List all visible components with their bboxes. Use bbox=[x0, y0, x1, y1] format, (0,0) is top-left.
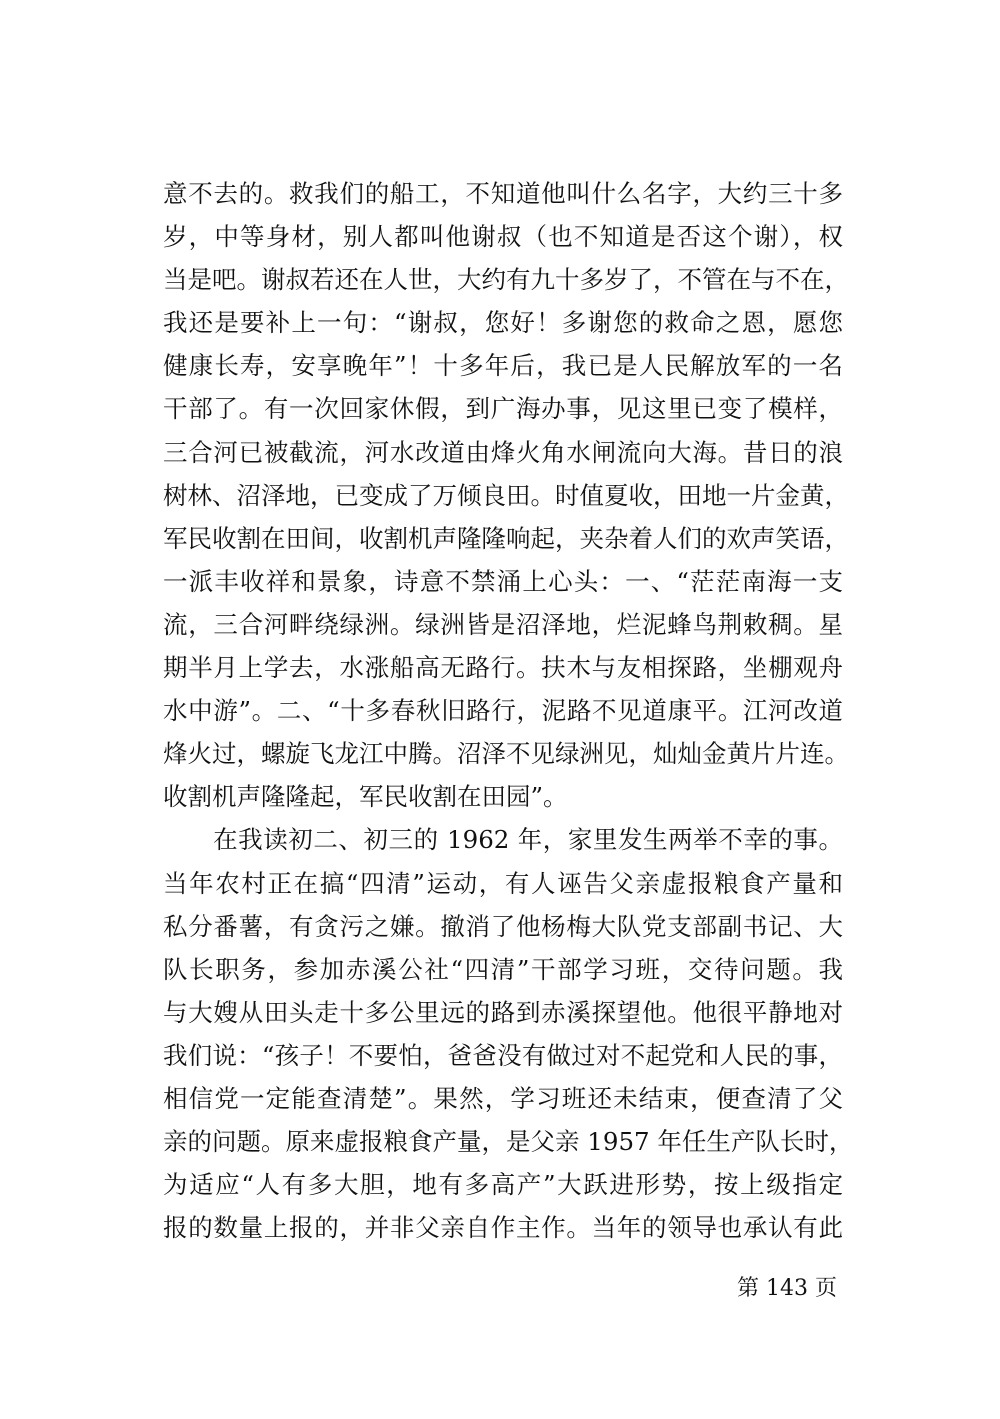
text-line: 三合河已被截流，河水改道由烽火角水闸流向大海。昔日的浪 bbox=[163, 437, 843, 467]
text-line: 一派丰收祥和景象，诗意不禁涌上心头：一、“茫茫南海一支 bbox=[163, 566, 843, 596]
text-line: 岁，中等身材，别人都叫他谢叔（也不知道是否这个谢），权 bbox=[163, 222, 843, 252]
text-line: 意不去的。救我们的船工，不知道他叫什么名字，大约三十多 bbox=[163, 179, 843, 208]
text-line: 相信党一定能查清楚”。果然，学习班还未结束，便查清了父 bbox=[163, 1083, 843, 1113]
text-line: 与大嫂从田头走十多公里远的路到赤溪探望他。他很平静地对 bbox=[163, 997, 843, 1027]
page-number: 第 143 页 bbox=[737, 1276, 837, 1301]
text-line: 树林、沼泽地，已变成了万倾良田。时值夏收，田地一片金黄， bbox=[163, 480, 849, 510]
text-line: 当年农村正在搞“四清”运动，有人诬告父亲虚报粮食产量和 bbox=[163, 868, 843, 898]
text-line: 干部了。有一次回家休假，到广海办事，见这里已变了模样， bbox=[163, 394, 843, 424]
text-line: 烽火过，螺旋飞龙江中腾。沼泽不见绿洲见，灿灿金黄片片连。 bbox=[163, 739, 849, 769]
text-line: 报的数量上报的，并非父亲自作主作。当年的领导也承认有此 bbox=[163, 1213, 843, 1243]
text-line: 为适应“人有多大胆，地有多高产”大跃进形势，按上级指定 bbox=[163, 1170, 843, 1200]
text-line: 健康长寿，安享晚年”！十多年后，我已是人民解放军的一名 bbox=[163, 351, 843, 381]
text-line: 亲的问题。原来虚报粮食产量，是父亲 1957 年任生产队长时， bbox=[163, 1127, 854, 1157]
text-line: 流，三合河畔绕绿洲。绿洲皆是沼泽地，烂泥蜂鸟荆敕稠。星 bbox=[163, 609, 843, 639]
text-line: 在我读初二、初三的 1962 年，家里发生两举不幸的事。 bbox=[163, 825, 843, 855]
text-line: 当是吧。谢叔若还在人世，大约有九十多岁了，不管在与不在， bbox=[163, 265, 849, 295]
text-line: 我还是要补上一句：“谢叔，您好！多谢您的救命之恩，愿您 bbox=[163, 308, 843, 338]
text-line: 军民收割在田间，收割机声隆隆响起，夹杂着人们的欢声笑语， bbox=[163, 523, 849, 553]
text-line: 我们说：“孩子！不要怕，爸爸没有做过对不起党和人民的事， bbox=[163, 1040, 843, 1070]
text-line: 期半月上学去，水涨船高无路行。扶木与友相探路，坐棚观舟 bbox=[163, 653, 843, 683]
text-line: 私分番薯，有贪污之嫌。撤消了他杨梅大队党支部副书记、大 bbox=[163, 911, 843, 941]
body-text bbox=[163, 172, 854, 1249]
text-line: 队长职务，参加赤溪公社“四清”干部学习班，交待问题。我 bbox=[163, 954, 843, 984]
text-line: 收割机声隆隆起，军民收割在田园”。 bbox=[163, 782, 568, 812]
text-line: 水中游”。二、“十多春秋旧路行，泥路不见道康平。江河改道 bbox=[163, 696, 843, 726]
